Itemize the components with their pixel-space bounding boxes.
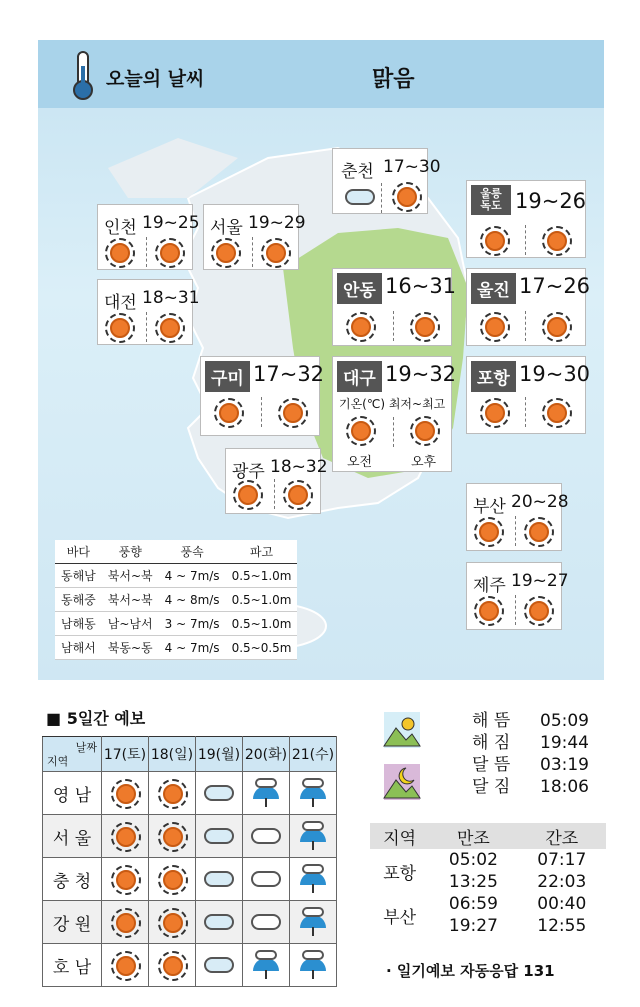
forecast-cell — [290, 944, 337, 987]
partly-cloudy-icon — [204, 785, 234, 801]
corner-date-label: 날짜 — [75, 741, 97, 754]
forecast-cell — [290, 858, 337, 901]
city-range: 20~28 — [511, 492, 569, 512]
table-cell: 4 ~ 7m/s — [159, 564, 226, 588]
sun-icon — [216, 243, 236, 263]
table-cell: 북동~동 — [102, 636, 159, 660]
forecast-cell — [102, 772, 149, 815]
day-header: 20(화) — [243, 737, 290, 772]
legend-am-label: 오전 — [347, 455, 373, 470]
partly-cloudy-icon — [345, 189, 375, 205]
city-name: 서울 — [210, 218, 243, 238]
day-header: 21(수) — [290, 737, 337, 772]
astro-labels — [472, 710, 510, 798]
divider — [146, 312, 147, 342]
table-cell: 북서~북 — [102, 564, 159, 588]
forecast-cell — [196, 772, 243, 815]
moonset-time: 18:06 — [540, 777, 589, 797]
city-name: 포항 — [471, 361, 516, 392]
city-card — [225, 448, 328, 514]
sun-icon — [163, 870, 183, 890]
sun-icon — [116, 870, 136, 890]
table-cell: 0.5~1.0m — [226, 612, 298, 636]
rain-icon — [298, 907, 328, 937]
sunset-time: 19:44 — [540, 733, 589, 753]
table-cell: 남해서 — [55, 636, 102, 660]
city-card — [466, 562, 569, 630]
column-header: 파고 — [226, 540, 298, 564]
forecast-title: ■ 5일간 예보 — [46, 709, 146, 728]
low-tide-time: 07:17 — [537, 850, 587, 870]
day-header: 18(일) — [149, 737, 196, 772]
region-label: 영 남 — [43, 772, 102, 815]
partly-cloudy-icon — [204, 914, 234, 930]
table-cell: 0.5~1.0m — [226, 588, 298, 612]
sun-icon — [547, 317, 567, 337]
divider — [525, 225, 526, 255]
city-range: 17~26 — [519, 274, 591, 298]
high-tide-time: 05:02 — [448, 850, 498, 870]
sunrise-time: 05:09 — [540, 711, 589, 731]
low-tide-time: 00:40 — [537, 894, 587, 914]
forecast-cell — [102, 944, 149, 987]
divider — [146, 237, 147, 267]
forecast-cell — [102, 858, 149, 901]
legend-pm-label: 오후 — [411, 455, 437, 470]
sun-icon — [110, 243, 130, 263]
forecast-cell — [243, 901, 290, 944]
divider — [393, 417, 394, 447]
forecast-row — [43, 772, 337, 815]
forecast-cell — [290, 772, 337, 815]
sun-icon — [529, 601, 549, 621]
forecast-cell — [290, 901, 337, 944]
table-cell: 3 ~ 7m/s — [159, 612, 226, 636]
partly-cloudy-icon — [204, 957, 234, 973]
day-header: 19(월) — [196, 737, 243, 772]
sun-icon — [485, 317, 505, 337]
divider — [525, 311, 526, 341]
city-card — [332, 268, 457, 346]
city-range: 18~32 — [270, 457, 328, 477]
high-tide-time: 19:27 — [448, 916, 498, 936]
sun-icon — [110, 318, 130, 338]
rain-icon — [298, 950, 328, 980]
divider — [261, 397, 262, 427]
table-row — [370, 893, 606, 915]
sun-icon — [163, 913, 183, 933]
city-range: 19~29 — [248, 213, 306, 233]
city-range: 19~32 — [385, 362, 457, 386]
region-label: 서 울 — [43, 815, 102, 858]
city-name: 인천 — [104, 218, 137, 238]
sunrise-icon — [382, 710, 422, 750]
sunrise-label: 해 뜸 — [472, 711, 511, 731]
place-label: 포항 — [383, 863, 417, 884]
city-range: 17~32 — [253, 362, 325, 386]
low-tide-time: 12:55 — [537, 916, 587, 936]
sunset-label: 해 짐 — [472, 733, 511, 753]
sun-icon — [116, 827, 136, 847]
sun-icon — [116, 784, 136, 804]
divider — [525, 397, 526, 427]
forecast-cell — [102, 815, 149, 858]
thermometer-icon — [68, 50, 98, 102]
table-cell: 0.5~0.5m — [226, 636, 298, 660]
sun-icon — [219, 403, 239, 423]
city-card — [466, 483, 569, 551]
table-header-row — [43, 737, 337, 772]
legend-temp-label: 기온(℃) 최저~최고 — [339, 397, 446, 411]
sun-icon — [238, 485, 258, 505]
column-header: 풍향 — [102, 540, 159, 564]
city-range: 19~25 — [142, 213, 200, 233]
moonset-label: 달 짐 — [472, 777, 511, 797]
sun-icon — [283, 403, 303, 423]
sun-icon — [547, 231, 567, 251]
forecast-cell — [243, 858, 290, 901]
region-label: 호 남 — [43, 944, 102, 987]
table-row — [55, 564, 297, 588]
city-card — [200, 356, 325, 436]
table-cell: 북서~북 — [102, 588, 159, 612]
sun-icon — [163, 956, 183, 976]
divider — [393, 311, 394, 341]
sun-icon — [529, 522, 549, 542]
city-card — [332, 148, 441, 214]
sun-icon — [288, 485, 308, 505]
table-cell: 남~남서 — [102, 612, 159, 636]
city-range: 17~30 — [383, 157, 441, 177]
divider — [515, 516, 516, 546]
table-header-row — [55, 540, 297, 564]
sun-icon — [116, 956, 136, 976]
forecast-table — [42, 736, 337, 987]
city-range: 18~31 — [142, 288, 200, 308]
sun-icon — [415, 317, 435, 337]
city-name: 부산 — [473, 497, 506, 517]
sun-icon — [485, 231, 505, 251]
city-range: 16~31 — [385, 274, 457, 298]
divider — [515, 595, 516, 625]
rain-icon — [251, 950, 281, 980]
sun-icon — [160, 243, 180, 263]
sun-icon — [351, 317, 371, 337]
city-card — [97, 204, 200, 270]
divider — [381, 183, 382, 213]
footer-note: · 일기예보 자동응답 131 — [386, 962, 555, 980]
divider — [274, 479, 275, 509]
table-cell: 동해남 — [55, 564, 102, 588]
moonrise-label: 달 뜸 — [472, 755, 511, 775]
forecast-cell — [149, 944, 196, 987]
place-label: 부산 — [383, 907, 417, 928]
city-card — [97, 279, 200, 345]
partly-cloudy-icon — [204, 871, 234, 887]
table-row — [370, 849, 606, 871]
table-cell: 남해동 — [55, 612, 102, 636]
cloud-icon — [251, 828, 281, 844]
weather-condition: 맑음 — [372, 67, 415, 92]
table-row — [55, 636, 297, 660]
table-row — [55, 588, 297, 612]
corner-cell — [43, 737, 102, 772]
sun-icon — [163, 784, 183, 804]
table-cell: 0.5~1.0m — [226, 564, 298, 588]
partly-cloudy-icon — [204, 828, 234, 844]
rain-icon — [251, 778, 281, 808]
city-name: 광주 — [232, 462, 265, 482]
sun-icon — [547, 403, 567, 423]
astro-times — [540, 710, 589, 798]
sun-icon — [397, 187, 417, 207]
sun-icon — [479, 601, 499, 621]
cloud-icon — [251, 914, 281, 930]
column-header: 만조 — [429, 823, 517, 849]
forecast-cell — [102, 901, 149, 944]
rain-icon — [298, 864, 328, 894]
forecast-cell — [196, 858, 243, 901]
moonrise-icon — [382, 762, 422, 802]
forecast-cell — [243, 772, 290, 815]
region-label: 강 원 — [43, 901, 102, 944]
high-tide-time: 13:25 — [448, 872, 498, 892]
table-row — [55, 612, 297, 636]
rain-icon — [298, 821, 328, 851]
corner-region-label: 지역 — [47, 755, 69, 768]
sun-icon — [479, 522, 499, 542]
city-range: 19~26 — [515, 189, 587, 213]
divider — [252, 237, 253, 267]
sun-icon — [266, 243, 286, 263]
city-card — [466, 268, 591, 346]
high-tide-time: 06:59 — [448, 894, 498, 914]
sun-icon — [163, 827, 183, 847]
rain-icon — [298, 778, 328, 808]
moonrise-time: 03:19 — [540, 755, 589, 775]
forecast-cell — [149, 858, 196, 901]
city-name: 춘천 — [341, 162, 374, 182]
sun-icon — [160, 318, 180, 338]
table-header-row — [370, 823, 606, 849]
forecast-cell — [149, 772, 196, 815]
forecast-cell — [196, 901, 243, 944]
forecast-cell — [196, 815, 243, 858]
column-header: 풍속 — [159, 540, 226, 564]
table-cell: 4 ~ 7m/s — [159, 636, 226, 660]
city-card — [203, 204, 306, 270]
sea-conditions-table — [55, 540, 297, 660]
region-label: 충 청 — [43, 858, 102, 901]
city-card — [332, 356, 457, 472]
table-cell: 동해중 — [55, 588, 102, 612]
cloud-icon — [251, 871, 281, 887]
sun-icon — [485, 403, 505, 423]
tide-table — [370, 823, 606, 937]
city-name: 제주 — [473, 576, 506, 596]
city-name: 대전 — [104, 293, 137, 313]
table-cell: 4 ~ 8m/s — [159, 588, 226, 612]
city-range: 19~30 — [519, 362, 591, 386]
forecast-row — [43, 944, 337, 987]
forecast-cell — [149, 901, 196, 944]
column-header: 지역 — [370, 823, 429, 849]
day-header: 17(토) — [102, 737, 149, 772]
city-name: 울진 — [471, 273, 516, 304]
forecast-row — [43, 815, 337, 858]
forecast-row — [43, 901, 337, 944]
column-header: 바다 — [55, 540, 102, 564]
forecast-cell — [243, 815, 290, 858]
low-tide-time: 22:03 — [537, 872, 587, 892]
city-name: 울릉독도 — [471, 185, 511, 215]
sun-icon — [415, 421, 435, 441]
page-title: 오늘의 날씨 — [106, 68, 205, 90]
forecast-row — [43, 858, 337, 901]
city-name: 안동 — [337, 273, 382, 304]
city-name: 구미 — [205, 361, 250, 392]
forecast-cell — [243, 944, 290, 987]
city-card — [466, 180, 586, 258]
city-name: 대구 — [337, 361, 382, 392]
forecast-cell — [290, 815, 337, 858]
forecast-cell — [149, 815, 196, 858]
column-header: 간조 — [518, 823, 606, 849]
sun-icon — [116, 913, 136, 933]
forecast-cell — [196, 944, 243, 987]
city-card — [466, 356, 591, 434]
sun-icon — [351, 421, 371, 441]
city-range: 19~27 — [511, 571, 569, 591]
